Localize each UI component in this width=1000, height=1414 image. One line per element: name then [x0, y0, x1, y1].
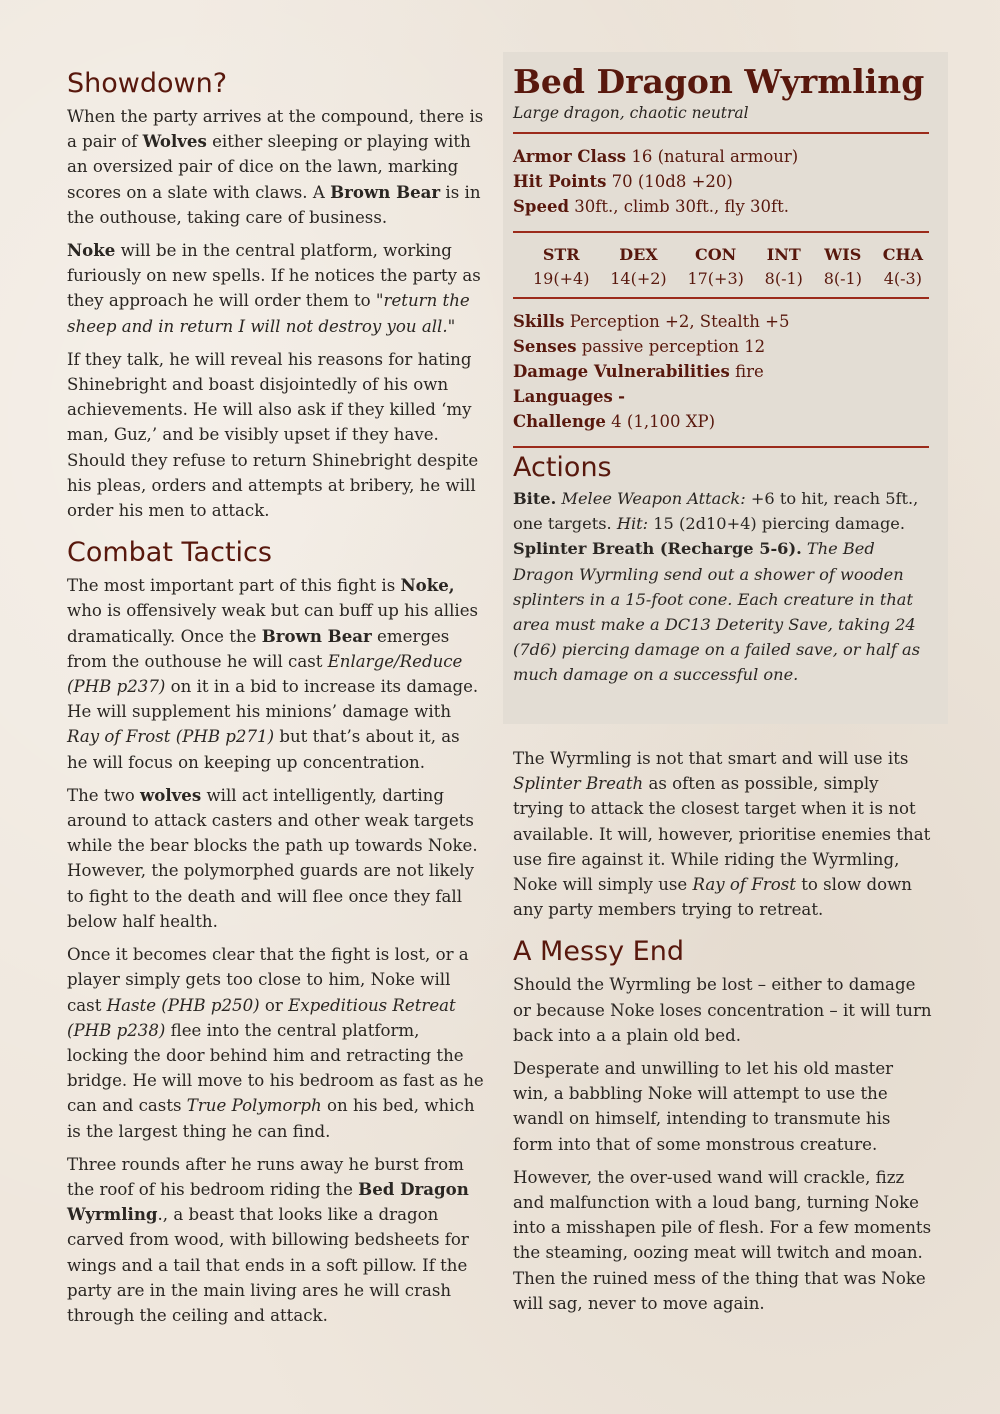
ability-wis: WIS 8(-1) — [823, 245, 862, 288]
speed: Speed 30ft., climb 30ft., fly 30ft. — [513, 197, 789, 216]
paragraph-wyrmling-arrival: Three rounds after he runs away he burst from the roof of his bedroom riding the Bed Dragon Wyrmling., a beast that looks like a dragon carved from wood, with billowing bedsheets for wings and a tail that ends in a soft pillow. If the party are in the main living ares he will crash through the ceiling and attack. — [67, 1154, 469, 1325]
ability-dex: DEX 14(+2) — [610, 245, 667, 288]
divider — [513, 132, 929, 134]
divider — [513, 446, 929, 448]
action-bite: Bite. Melee Weapon Attack: +6 to hit, reach 5ft., one targets. Hit: 15 (2d10+4) piercing damage. — [513, 489, 919, 534]
heading-combat-tactics: Combat Tactics — [67, 537, 272, 569]
heading-messy-end: A Messy End — [513, 936, 684, 968]
paragraph-flee: Once it becomes clear that the fight is lost, or a player simply gets too close to him, Noke will cast Haste (PHB p250) or Expeditious Retreat (PHB p238) flee into the central platform, locking the door behind him and retracting the bridge. He will move to his bedroom as fast as he can and casts True Polymorph on his bed, which is the largest thing he can find. — [67, 945, 484, 1141]
languages: Languages - — [513, 387, 625, 406]
divider — [513, 297, 929, 299]
heading-showdown: Showdown? — [67, 68, 228, 99]
paragraph-malfunction: However, the over-used wand will crackle, fizz and malfunction with a loud bang, turning Noke into a misshapen pile of flesh. For a few moments the steaming, oozing meat will twitch and moan. Then the ruined mess of the thing that was Noke will sag, never to move again. — [513, 1167, 932, 1313]
damage-vulnerabilities: Damage Vulnerabilities fire — [513, 362, 764, 381]
skills: Skills Perception +2, Stealth +5 — [513, 312, 790, 331]
paragraph-tactics-noke: The most important part of this fight is Noke, who is offensively weak but can buff up his allies dramatically. Once the Brown Bear emerges from the outhouse he will cast Enlarge/Reduce (PHB p237) on it in a bid to increase its damage. He will supplement his minions’ damage with Ray of Frost (PHB p271) but that’s about it, as he will focus on keeping up concentration. — [67, 575, 479, 772]
ability-scores — [513, 243, 929, 291]
right-column — [513, 746, 933, 1324]
ability-int: INT 8(-1) — [764, 245, 803, 288]
challenge: Challenge 4 (1,100 XP) — [513, 412, 716, 431]
senses: Senses passive perception 12 — [513, 337, 766, 356]
paragraph-talk: If they talk, he will reveal his reasons for hating Shinebright and boast disjointedly of his own achievements. He will also ask if they killed ‘my man, Guz,’ and be visibly upset if they have. Should they refuse to return Shinebright despite his pleas, orders and attempts at bribery, he will order his men to attack. — [67, 349, 479, 521]
ability-cha: CHA 4(-3) — [882, 245, 923, 288]
monster-type: Large dragon, chaotic neutral — [513, 104, 749, 122]
stat-block — [503, 52, 948, 724]
paragraph-arrival: When the party arrives at the compound, there is a pair of Wolves either sleeping or playing with an oversized pair of dice on the lawn, marking scores on a slate with claws. A Brown Bear is in the outhouse, taking care of business. — [67, 107, 484, 227]
divider — [513, 231, 929, 233]
actions-heading: Actions — [513, 452, 612, 483]
left-column — [67, 62, 485, 1336]
paragraph-desperate: Desperate and unwilling to let his old master win, a babbling Noke will attempt to use the wandl on himself, intending to transmute his form into that of some monstrous creature. — [513, 1059, 894, 1154]
hit-points: Hit Points 70 (10d8 +20) — [513, 172, 733, 191]
ability-str: STR 19(+4) — [533, 245, 590, 288]
paragraph-wolves: The two wolves will act intelligently, darting around to attack casters and other weak targets while the bear blocks the path up towards Noke. However, the polymorphed guards are not likely to fight to the death and will flee once they fall below half health. — [67, 784, 478, 931]
paragraph-wyrmling-lost: Should the Wyrmling be lost – either to damage or because Noke loses concentration – it will turn back into a a plain old bed. — [513, 975, 932, 1045]
paragraph-noke: Noke will be in the central platform, working furiously on new spells. If he notices the party as they approach he will order them to "return the sheep and in return I will not destroy you all." — [67, 240, 481, 336]
action-splinter-breath: Splinter Breath (Recharge 5-6). The Bed Dragon Wyrmling send out a shower of wooden splinters in a 15-foot cone. Each creature in that area must make a DC13 Deterity Save, taking 24 (7d6) piercing damage on a failed save, or half as much damage on a successful one. — [513, 539, 921, 685]
armor-class: Armor Class 16 (natural armour) — [513, 147, 799, 166]
ability-con: CON 17(+3) — [687, 245, 744, 288]
monster-name: Bed Dragon Wyrmling — [513, 62, 925, 101]
paragraph-wyrmling-behaviour: The Wyrmling is not that smart and will use its Splinter Breath as often as possible, simply trying to attack the closest target when it is not available. It will, however, prioritise enemies that use fire against it. While riding the Wyrmling, Noke will simply use Ray of Frost to slow down any party members trying to retreat. — [513, 749, 931, 920]
